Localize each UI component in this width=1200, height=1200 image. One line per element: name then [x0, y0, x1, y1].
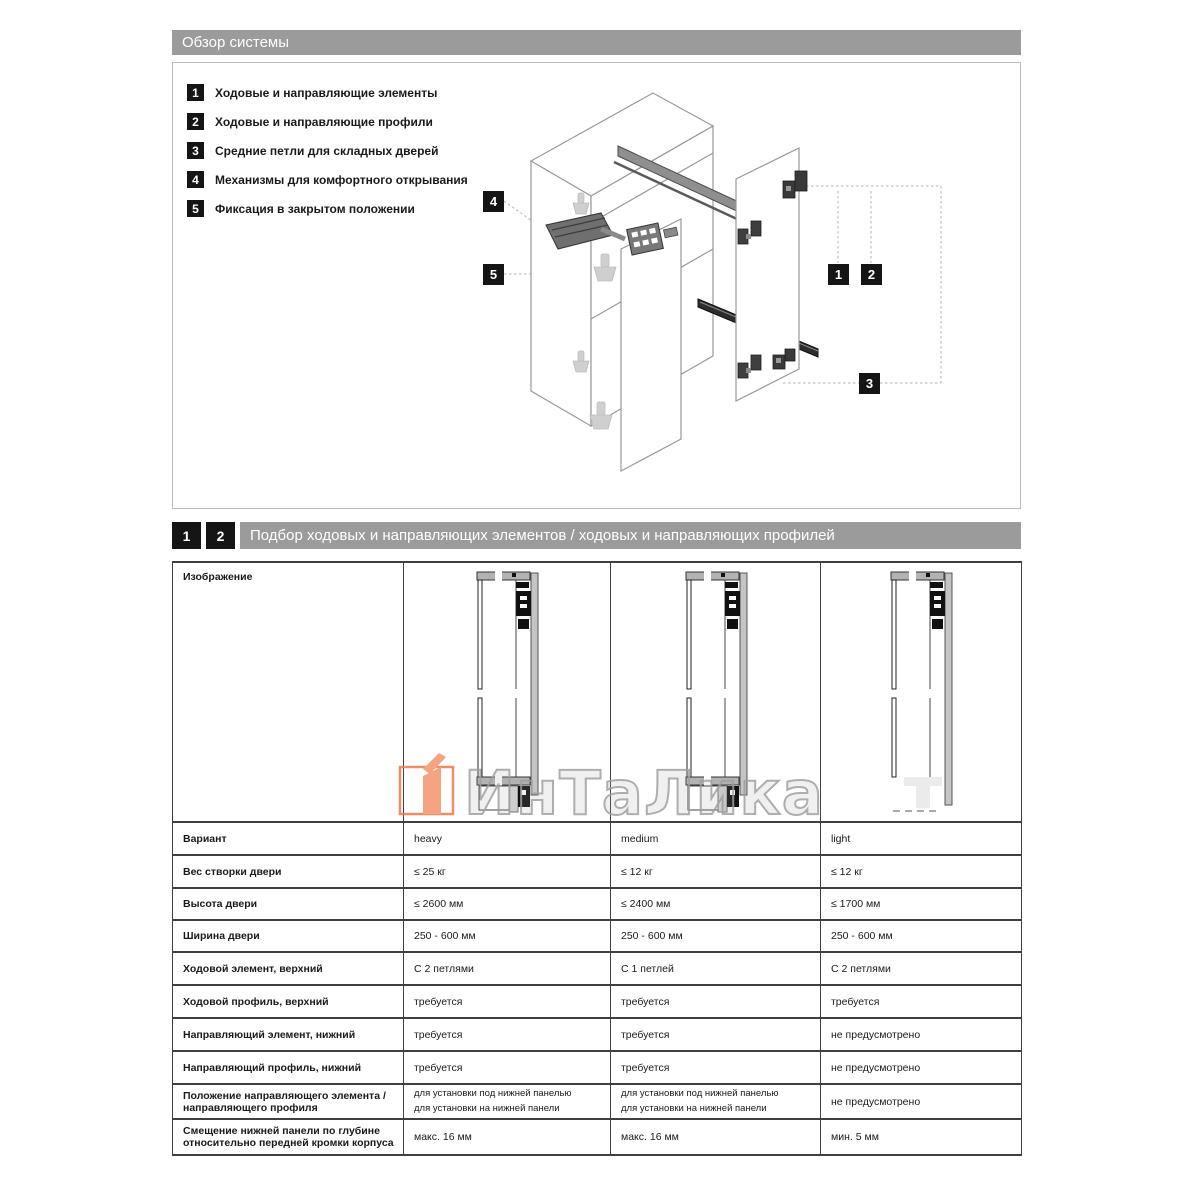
section2-header	[172, 522, 1021, 549]
cell-value: light	[821, 822, 1022, 855]
cell-value: ≤ 12 кг	[611, 855, 821, 888]
table-row	[173, 920, 1022, 952]
diagram-marker-2: 2	[861, 264, 882, 285]
cell-image-medium	[611, 562, 821, 822]
table-row	[173, 888, 1022, 920]
row-label: Смещение нижней панели по глубине относительно передней кромки корпуса	[173, 1119, 404, 1155]
cell-value: ≤ 12 кг	[821, 855, 1022, 888]
cell-value: мин. 5 мм	[821, 1119, 1022, 1155]
legend-item	[187, 200, 468, 217]
cell-value: требуется	[404, 1018, 611, 1051]
cell-value: макс. 16 мм	[611, 1119, 821, 1155]
spec-table	[172, 561, 1022, 1156]
row-label: Положение направляющего элемента / направляющего профиля	[173, 1084, 404, 1119]
cell-value: С 1 петлей	[611, 952, 821, 985]
cell-value	[404, 1084, 611, 1119]
row-label: Ширина двери	[173, 920, 404, 952]
legend-item	[187, 84, 468, 101]
legend-item	[187, 142, 468, 159]
row-label: Ходовой элемент, верхний	[173, 952, 404, 985]
cell-image-light	[821, 562, 1022, 822]
row-label: Направляющий профиль, нижний	[173, 1051, 404, 1084]
legend-number-badge: 2	[187, 113, 204, 130]
cell-value: ≤ 25 кг	[404, 855, 611, 888]
section2-chip-1: 1	[172, 522, 201, 549]
cross-section-heavy	[476, 571, 542, 816]
section1-header-bar	[172, 30, 1021, 55]
section2-chip-2: 2	[206, 522, 235, 549]
row-label: Направляющий элемент, нижний	[173, 1018, 404, 1051]
table-row-image	[173, 562, 1022, 822]
diagram-marker-4: 4	[483, 191, 504, 212]
cell-line: для установки на нижней панели	[621, 1102, 767, 1114]
cell-value: 250 - 600 мм	[404, 920, 611, 952]
table-row	[173, 1051, 1022, 1084]
row-label: Вес створки двери	[173, 855, 404, 888]
diagram-marker-1: 1	[828, 264, 849, 285]
section2-title: Подбор ходовых и направляющих элементов / ходовых и направляющих профилей	[250, 527, 835, 544]
cell-line: для установки под нижней панелью	[414, 1088, 572, 1100]
cell-value: требуется	[821, 985, 1022, 1018]
legend-label: Средние петли для складных дверей	[215, 143, 439, 158]
diagram-marker-5: 5	[483, 264, 504, 285]
cell-value: не предусмотрено	[821, 1084, 1022, 1119]
cell-value: требуется	[611, 1051, 821, 1084]
cell-value: 250 - 600 мм	[611, 920, 821, 952]
cell-value: не предусмотрено	[821, 1051, 1022, 1084]
diagram-marker-3: 3	[859, 373, 880, 394]
cell-value: С 2 петлями	[404, 952, 611, 985]
legend-label: Фиксация в закрытом положении	[215, 201, 415, 216]
table-row	[173, 1119, 1022, 1155]
cross-section-medium	[685, 571, 751, 816]
cell-value	[611, 1084, 821, 1119]
legend-number-badge: 5	[187, 200, 204, 217]
section1-title: Обзор системы	[182, 34, 290, 51]
cell-value: medium	[611, 822, 821, 855]
cell-value: не предусмотрено	[821, 1018, 1022, 1051]
cell-value: макс. 16 мм	[404, 1119, 611, 1155]
row-label: Вариант	[173, 822, 404, 855]
legend-label: Ходовые и направляющие профили	[215, 114, 433, 129]
cell-value: ≤ 1700 мм	[821, 888, 1022, 920]
content-sheet	[172, 30, 1021, 1156]
row-label: Высота двери	[173, 888, 404, 920]
cell-value: требуется	[404, 985, 611, 1018]
table-row	[173, 952, 1022, 985]
row-label: Ходовой профиль, верхний	[173, 985, 404, 1018]
table-row	[173, 1084, 1022, 1119]
section2-header-bar	[240, 522, 1021, 549]
row-label-image: Изображение	[173, 562, 404, 822]
cell-value: 250 - 600 мм	[821, 920, 1022, 952]
table-row	[173, 855, 1022, 888]
legend-label: Механизмы для комфортного открывания	[215, 172, 468, 187]
cell-value: требуется	[404, 1051, 611, 1084]
legend-number-badge: 4	[187, 171, 204, 188]
legend-item	[187, 171, 468, 188]
cell-image-heavy	[404, 562, 611, 822]
cell-line: для установки на нижней панели	[414, 1102, 560, 1114]
cell-value: требуется	[611, 985, 821, 1018]
system-overview-box	[172, 62, 1021, 509]
legend-number-badge: 1	[187, 84, 204, 101]
legend	[187, 84, 468, 217]
legend-label: Ходовые и направляющие элементы	[215, 85, 438, 100]
legend-item	[187, 113, 468, 130]
cell-value: С 2 петлями	[821, 952, 1022, 985]
legend-number-badge: 3	[187, 142, 204, 159]
cell-value: требуется	[611, 1018, 821, 1051]
cell-value: heavy	[404, 822, 611, 855]
cell-value: ≤ 2400 мм	[611, 888, 821, 920]
table-row	[173, 822, 1022, 855]
table-row	[173, 985, 1022, 1018]
cell-value: ≤ 2600 мм	[404, 888, 611, 920]
cell-line: для установки под нижней панелью	[621, 1088, 779, 1100]
watermark-text: ИнТаЛика	[464, 758, 824, 830]
cross-section-light	[890, 571, 956, 816]
table-row	[173, 1018, 1022, 1051]
